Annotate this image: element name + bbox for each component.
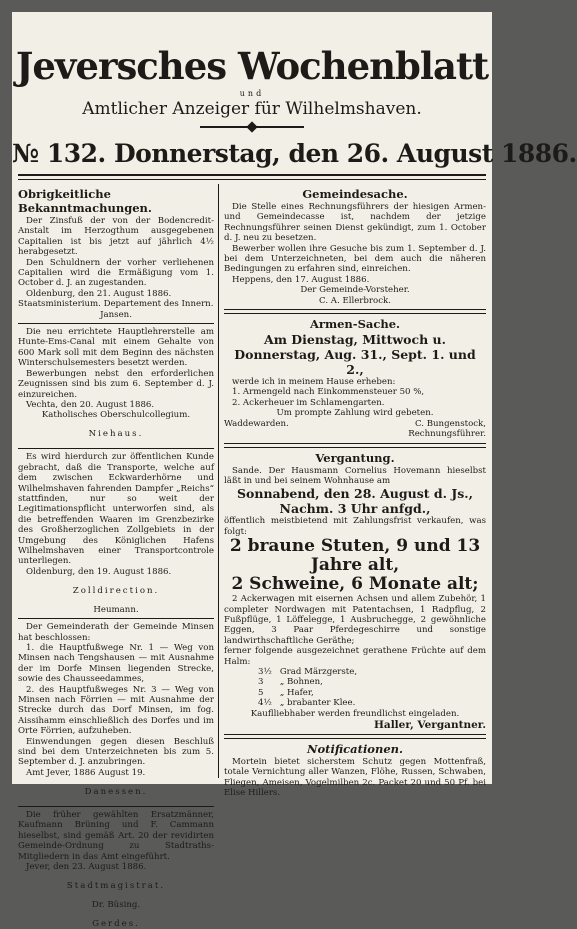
- ad-note: Kauflliebhaber werden freundlichst eingeladen.: [250, 708, 460, 719]
- ad-body: 2 Ackerwagen mit eisernen Achsen und allem Zubehör, 1 completer Nordwagen mit Patentachsen, 1 Radpflug, 2 Fußpflüge, 1 Löffelegge, 1 Ausbruchegge, 2 gewöhnliche Eggen, 3 Paar Pferdegeschirre und sonstige landwirthschaftliche Geräthe;: [224, 594, 486, 646]
- ad-separator: [224, 443, 486, 448]
- ad-heading: Gemeindesache.: [302, 187, 408, 201]
- notice-office: Zolldirection.: [72, 585, 160, 596]
- official-notices-heading: Obrigkeitliche Bekanntmachungen.: [18, 187, 152, 215]
- ad-gemeindesache: [224, 187, 486, 306]
- notice-bodencredit: [18, 216, 214, 320]
- ad-item: 1. Armengeld nach Einkommensteuer 50 %,: [232, 387, 425, 398]
- ad-item: 2. Ackerheuer im Schlamengarten.: [232, 397, 385, 408]
- ad-dates: Am Dienstag, Mittwoch u. Donnerstag, Aug. 31., Sept. 1. und 2.,: [234, 332, 476, 378]
- ad-highlight-horses: 2 braune Stuten, 9 und 13 Jahre alt,: [229, 536, 481, 576]
- masthead-und: und: [239, 89, 265, 98]
- ad-auction-date: Sonnabend, den 28. August d. Js., Nachm. 3 Uhr anfgd.,: [237, 486, 473, 517]
- ad-body: ferner folgende ausgezeichnet gerathene Früchte auf dem Halm:: [224, 646, 486, 667]
- newspaper-subtitle: Amtlicher Anzeiger für Wilhelmshaven.: [82, 99, 422, 119]
- notice-body: Den Schuldnern der vorher verliehenen Capitalien wird die Ermäßigung vom 1. October d. J. an zugestanden.: [18, 257, 214, 289]
- notice-stadtrat: [18, 810, 214, 929]
- notice-signature: Niehaus.: [88, 429, 144, 440]
- notice-body: Es wird hierdurch zur öffentlichen Kunde gebracht, daß die Transporte, welche auf dem zwischen Eckwarderhörne und Wilhelmshaven fahrenden Dampfer „Reichs“ stattfinden, nur so weit der Legitimationspflicht unterworfen sind, als die betreffenden Waaren im Grenzbezirke des Großherzoglichen Zollgebiets in der Umgebung des Königlichen Hafens Wilhelmshaven einer Transportcontrole unterliegen.: [18, 452, 214, 567]
- ad-signature-row: [224, 419, 486, 429]
- notice-office: Katholisches Oberschulcollegium.: [41, 410, 191, 421]
- newspaper-title: Jeversches Wochenblatt: [15, 44, 489, 88]
- notice-transporte: [18, 452, 214, 615]
- notice-place-date: Jever, den 23. August 1886.: [26, 861, 147, 872]
- notice-office: Stadtmagistrat.: [66, 880, 166, 891]
- left-column: [18, 186, 214, 929]
- notice-item: 1. die Hauptfußwege Nr. 1 — Weg von Minsen nach Tengshausen — mit Ausnahme der im Dorfe Minsen liegenden Strecke, sowie des Chausseedammes,: [18, 643, 214, 685]
- ad-armen-sache: [224, 317, 486, 439]
- notice-place-date: Oldenburg, den 19. August 1886.: [26, 566, 172, 577]
- ad-heading: Notificationen.: [306, 742, 404, 756]
- list-item: 5 „ Hafer,: [258, 687, 314, 698]
- ad-separator: [224, 309, 486, 314]
- ad-separator: [224, 734, 486, 739]
- masthead-ornament-diamond: [246, 121, 257, 132]
- ad-signature: Haller, Vergantner.: [373, 719, 486, 731]
- ad-highlight-pigs: 2 Schweine, 6 Monate alt;: [231, 574, 479, 595]
- ad-signature: C. Bungenstock,: [414, 418, 486, 429]
- notice-place-date: Oldenburg, den 21. August 1886.: [26, 288, 172, 299]
- notice-item: 2. des Hauptfußweges Nr. 3 — Weg von Minsen nach Förrien — mit Ausnahme der Strecke durch das Dorf Minsen, im fog. Aissihamm einschließlich des Dorfes und im Orte Förrien, aufzuheben.: [18, 684, 214, 737]
- list-item: 3½ Grad Märzgerste,: [258, 666, 358, 677]
- notice-signature-secondary: Gerdes.: [92, 918, 140, 929]
- masthead-rule-top: [18, 174, 486, 176]
- notice-separator: [18, 806, 214, 807]
- notice-body: Die früher gewählten Ersatzmänner, Kaufmann Brüning und F. Cammann hieselbst, sind gemäß Art. 20 der revidirten Gemeinde-Ordnung zu Stadtraths-Mitgliedern in das Amt eingeführt.: [18, 809, 214, 862]
- notice-place-date: Amt Jever, 1886 August 19.: [26, 767, 146, 778]
- crop-list: [254, 667, 361, 709]
- notice-signature: Dr. Büsing.: [91, 899, 141, 910]
- ad-role: Rechnungsführer.: [408, 429, 486, 440]
- ad-body: Die Stelle eines Rechnungsführers der hiesigen Armen- und Gemeindecasse ist, nachdem der jetzige Rechnungsführer seinen Dienst gekündigt, zum 1. October d. J. neu zu besetzen.: [224, 202, 486, 244]
- notice-signature: Heumann.: [93, 604, 139, 615]
- list-item: 4½ „ brabanter Klee.: [258, 698, 356, 709]
- masthead-rule-bottom: [18, 179, 486, 180]
- ad-body: Bewerber wollen ihre Gesuche bis zum 1. September d. J. bei dem Unterzeichneten, bei dem auch die näheren Bedingungen zu erfahren sind, einreichen.: [224, 243, 486, 275]
- masthead: [12, 12, 577, 174]
- notice-body: Die neu errichtete Hauptlehrerstelle am Hunte-Ems-Canal mit einem Gehalte von 600 Mark soll mit dem Beginn des nächsten Winterschulsemesters besetzt werden.: [18, 327, 214, 369]
- notice-body: Der Zinsfuß der von der Bodencredit-Anstalt im Herzogthum ausgegebenen Capitalien ist bis jetzt auf jährlich 4½ herabgesetzt.: [18, 216, 214, 258]
- issue-line: № 132. Donnerstag, den 26. August 1886.: [12, 139, 577, 168]
- right-column: [224, 186, 486, 799]
- notice-hauptlehrerstelle: [18, 327, 214, 440]
- notice-separator: [18, 618, 214, 619]
- ad-notificationen: [224, 742, 486, 799]
- notice-fusswege: [18, 622, 214, 797]
- ad-body: Sande. Der Hausmann Cornelius Hovemann hieselbst läßt in und bei seinem Wohnhause am: [224, 465, 486, 486]
- ad-heading: Armen-Sache.: [309, 317, 401, 332]
- notice-separator: [18, 448, 214, 449]
- ad-signature: C. A. Ellerbrock.: [319, 295, 391, 306]
- list-item: 3 „ Bohnen,: [258, 677, 323, 688]
- newspaper-page: [12, 12, 577, 929]
- ad-office: Der Gemeinde-Vorsteher.: [300, 285, 410, 296]
- ad-body: werde ich in meinem Hause erheben:: [232, 377, 396, 388]
- ad-body: öffentlich meistbietend mit Zahlungsfrist verkaufen, was folgt:: [224, 516, 486, 537]
- ad-body: Mortein bietet sicherstem Schutz gegen Mottenfraß, totale Vernichtung aller Wanzen, Flöhe, Russen, Schwaben, Fliegen, Ameisen, Vogelmilben 2c. Packet 20 und 50 Pf. bei Elise Hillers.: [224, 757, 486, 799]
- ad-place: Waddewarden.: [224, 418, 289, 429]
- notice-place-date: Vechta, den 20. August 1886.: [26, 399, 155, 410]
- ad-place-date: Heppens, den 17. August 1886.: [232, 274, 370, 285]
- notice-body: Einwendungen gegen diesen Beschluß sind bei dem Unterzeichneten bis zum 5. September d. J. anzubringen.: [18, 736, 214, 768]
- ad-vergantung: [224, 451, 486, 732]
- notice-separator: [18, 323, 214, 324]
- notice-signature: Jansen.: [100, 309, 132, 320]
- ad-heading: Vergantung.: [315, 450, 395, 465]
- notice-body: Bewerbungen nebst den erforderlichen Zeugnissen sind bis zum 6. September d. J. einzureichen.: [18, 368, 214, 400]
- notice-body: Der Gemeinderath der Gemeinde Minsen hat beschlossen:: [18, 622, 214, 643]
- notice-signature: Danessen.: [84, 786, 148, 797]
- notice-office: Staatsministerium. Departement des Innern.: [18, 299, 214, 310]
- column-divider: [218, 184, 219, 778]
- ad-note: Um prompte Zahlung wird gebeten.: [276, 408, 434, 419]
